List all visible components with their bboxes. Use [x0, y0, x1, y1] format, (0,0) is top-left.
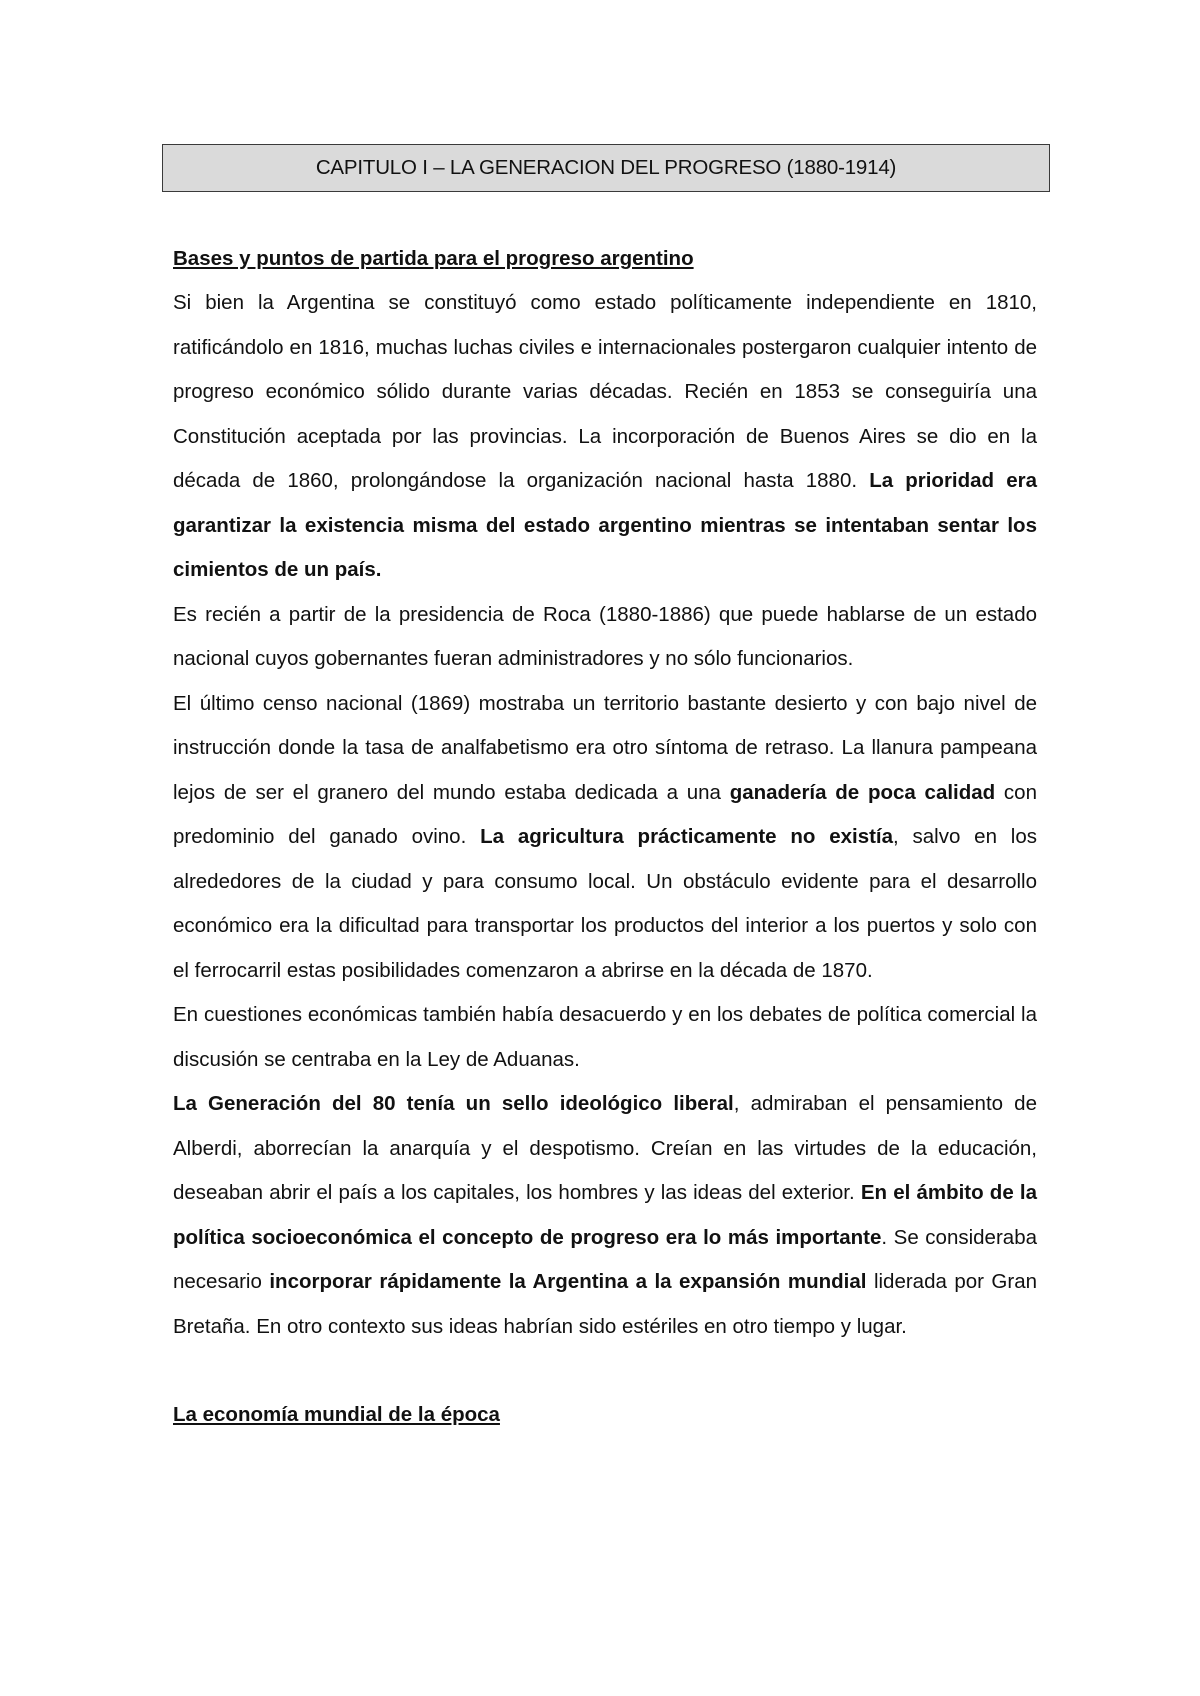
- text-run: con predominio del ganado ovino.: [173, 780, 1037, 848]
- text-run: Es recién a partir de la presidencia de Roca (1880-1886) que puede hablarse de un estado nacional cuyos gobernantes fueran administradores y no sólo funcionarios.: [173, 602, 1037, 670]
- bold-text-run: En el ámbito de la política socioeconómica el concepto de progreso era lo más importante: [173, 1181, 1037, 1249]
- bold-text-run: ganadería de poca calidad: [729, 780, 996, 804]
- section-heading-bases: Bases y puntos de partida para el progreso argentino: [173, 247, 694, 270]
- text-run: El último censo nacional (1869) mostraba un territorio bastante desierto y con bajo nivel de instrucción donde la tasa de analfabetismo era otro síntoma de retraso. La llanura pampeana lejos de ser el granero del mundo estaba dedicada a una: [173, 691, 1037, 804]
- text-run: liderada por Gran Bretaña. En otro contexto sus ideas habrían sido estériles en otro tiempo y lugar.: [173, 1270, 1038, 1338]
- text-run: , salvo en los alrededores de la ciudad y para consumo local. Un obstáculo evidente para el desarrollo económico era la dificultad para transportar los productos del interior a los puertos y solo con el ferrocarril estas posibilidades comenzaron a abrirse en la década de 1870.: [173, 825, 1037, 982]
- text-run: , admiraban el pensamiento de Alberdi, aborrecían la anarquía y el despotismo. Creían en las virtudes de la educación, deseaban abrir el país a los capitales, los hombres y las ideas del exterior.: [173, 1092, 1037, 1204]
- paragraph: [173, 593, 1037, 682]
- paragraphs-container: [173, 281, 1037, 1349]
- paragraph: [173, 1082, 1037, 1349]
- document-body: [173, 237, 1037, 1437]
- bold-text-run: La Generación del 80 tenía un sello ideológico liberal: [173, 1092, 734, 1115]
- bold-text-run: La prioridad era garantizar la existencia misma del estado argentino mientras se intentaban sentar los cimientos de un país.: [173, 469, 1037, 581]
- text-run: En cuestiones económicas también había desacuerdo y en los debates de política comercial la discusión se centraba en la Ley de Aduanas.: [173, 1003, 1037, 1071]
- paragraph: [173, 281, 1037, 593]
- bold-text-run: incorporar rápidamente la Argentina a la expansión mundial: [269, 1270, 867, 1293]
- paragraph: [173, 993, 1037, 1082]
- chapter-title-box: [162, 144, 1050, 192]
- blank-line: [173, 1349, 1037, 1393]
- text-run: Si bien la Argentina se constituyó como estado políticamente independiente en 1810, ratificándolo en 1816, muchas luchas civiles e internacionales postergaron cualquier intento de progreso económico sólido durante varias décadas. Recién en 1853 se conseguiría una Constitución aceptada por las provincias. La incorporación de Buenos Aires se dio en la década de 1860, prolongándose la organización nacional hasta 1880.: [173, 291, 1037, 492]
- chapter-title: CAPITULO I – LA GENERACION DEL PROGRESO (1880-1914): [315, 156, 897, 179]
- section-heading-economia-mundial: La economía mundial de la época: [173, 1403, 500, 1426]
- bold-text-run: La agricultura prácticamente no existía: [480, 825, 894, 848]
- paragraph: [173, 682, 1037, 994]
- text-run: . Se consideraba necesario: [173, 1225, 1037, 1293]
